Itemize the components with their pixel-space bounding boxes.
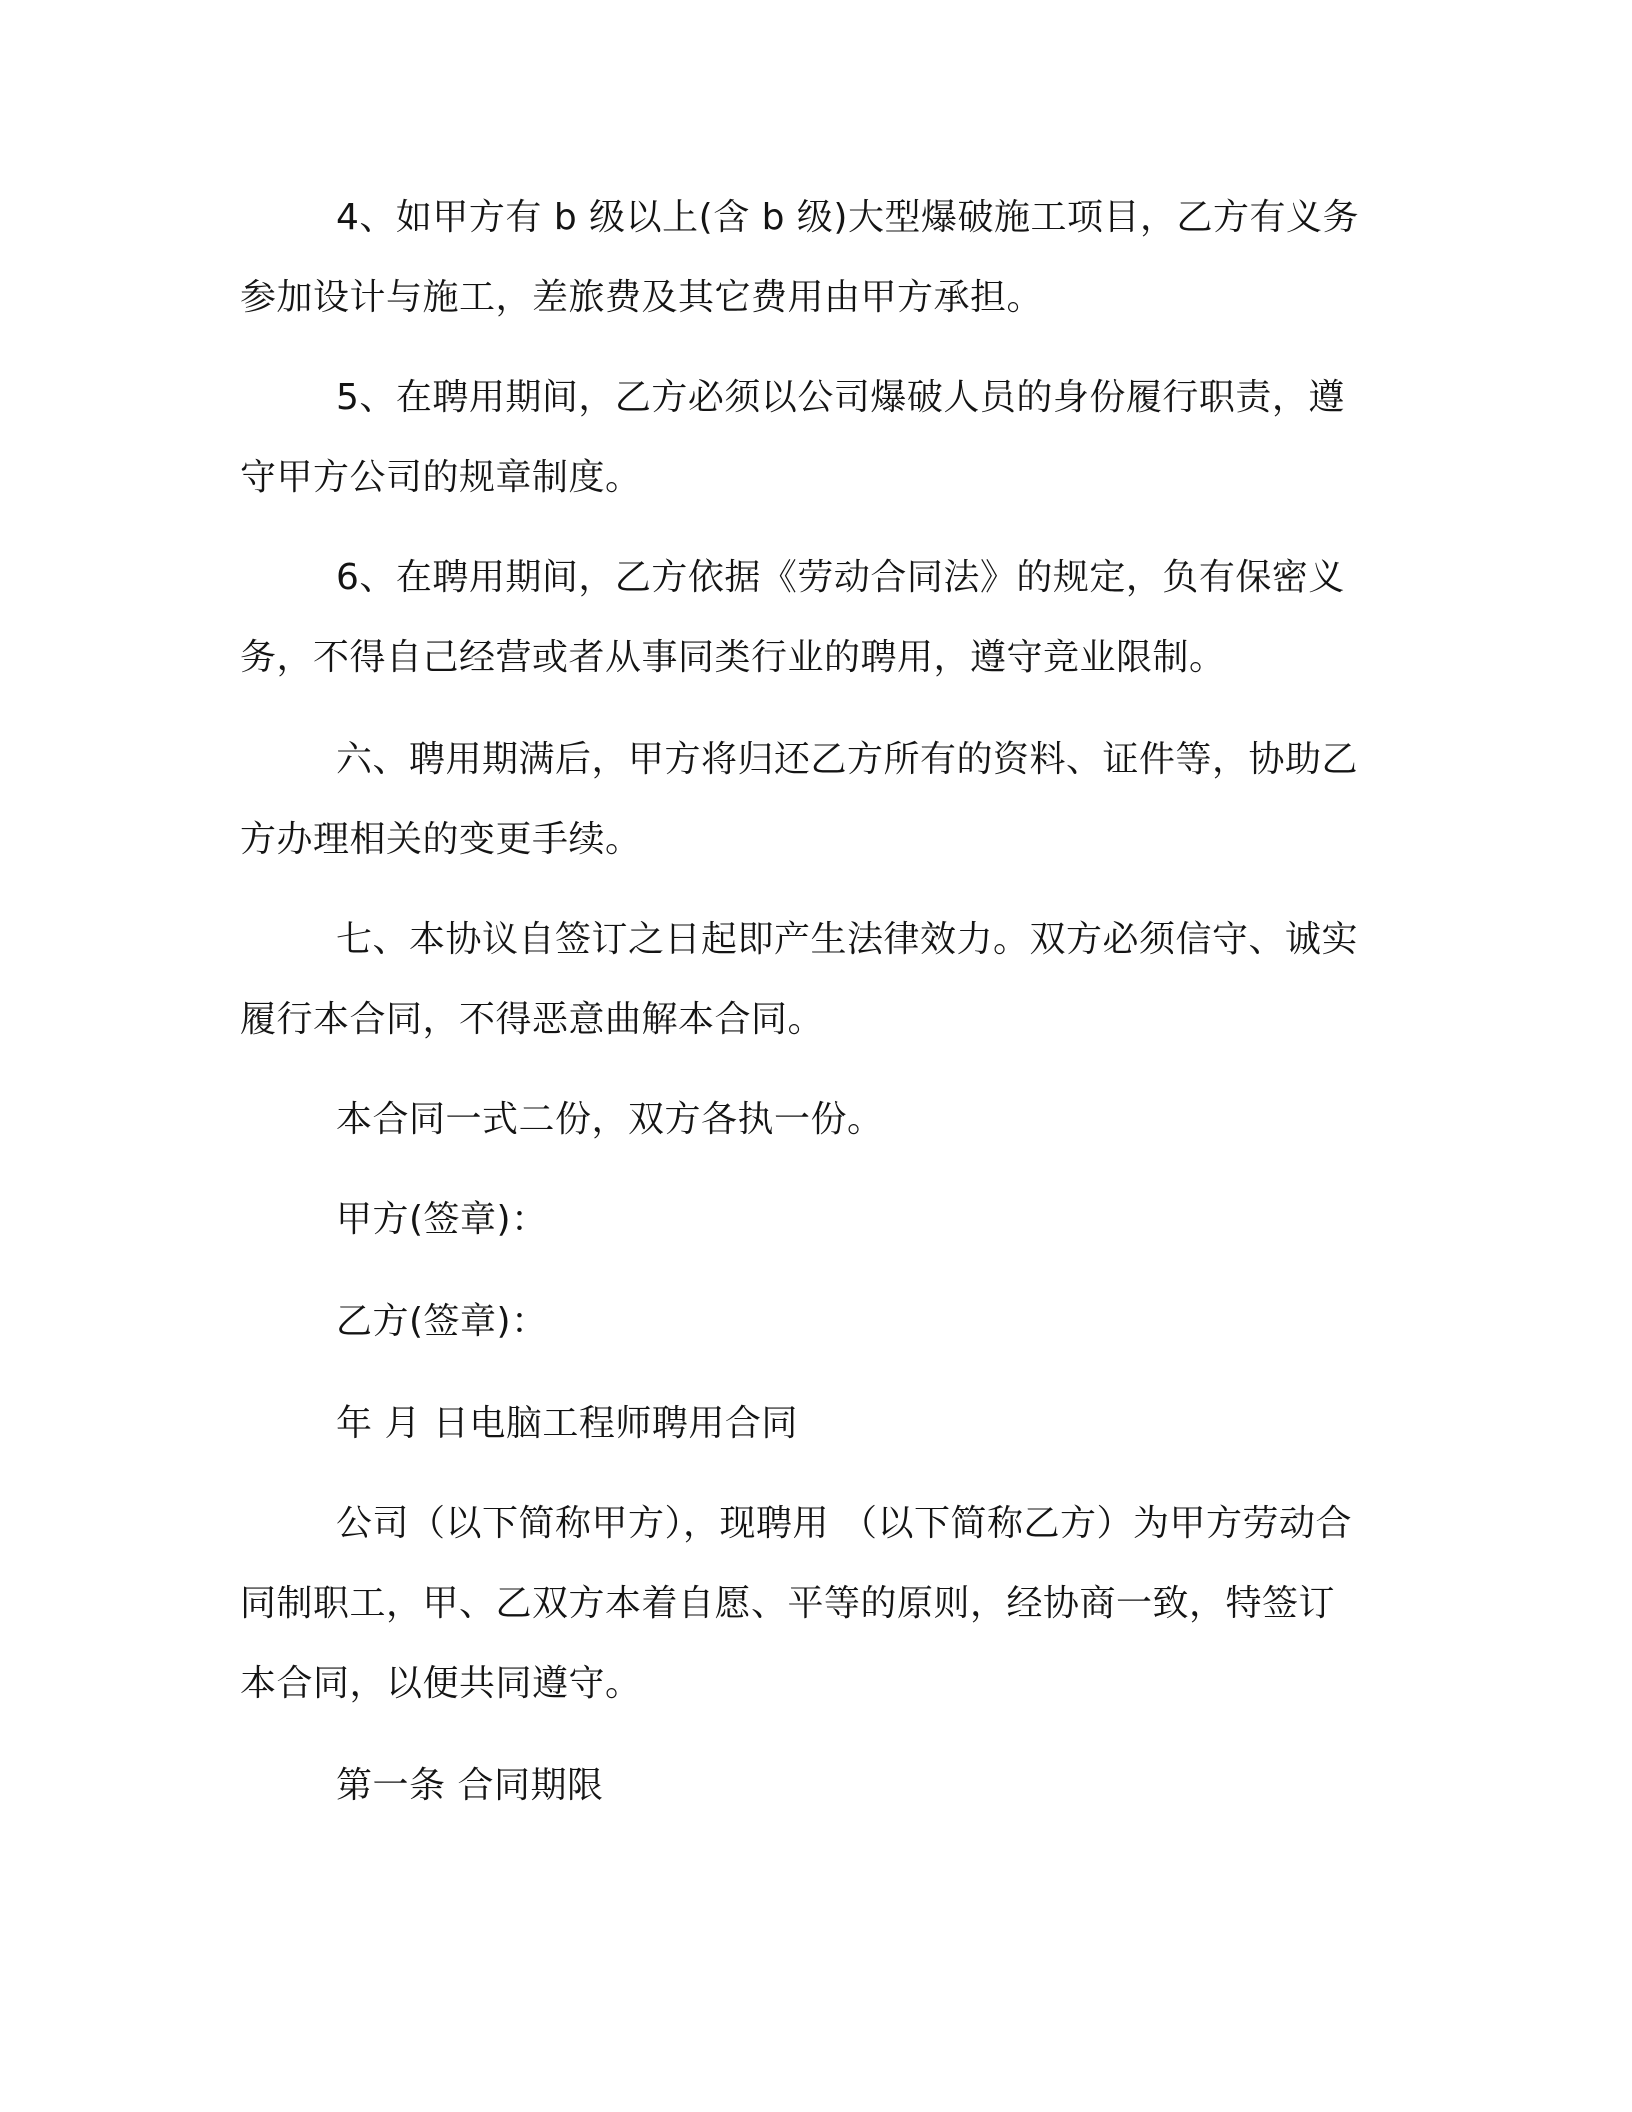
- contract-title: [240, 1384, 1400, 1464]
- paragraph-intro: [240, 1484, 1400, 1724]
- party-a-signature: [240, 1180, 1400, 1260]
- paragraph-line: 公司（以下简称甲方），现聘用 （以下简称乙方）为甲方劳动合: [336, 1503, 1352, 1544]
- paragraph-line: 六、聘用期满后，甲方将归还乙方所有的资料、证件等，协助乙: [336, 739, 1359, 780]
- paragraph-copies: [240, 1080, 1400, 1160]
- paragraph-line: 年 月 日电脑工程师聘用合同: [336, 1403, 798, 1444]
- paragraph-clause-4: [240, 178, 1400, 338]
- paragraph-line: 参加设计与施工，差旅费及其它费用由甲方承担。: [240, 277, 1044, 318]
- paragraph-line: 同制职工，甲、乙双方本着自愿、平等的原则，经协商一致，特签订: [240, 1583, 1336, 1624]
- paragraph-line: 乙方(签章)：: [336, 1301, 548, 1342]
- party-b-signature: [240, 1282, 1400, 1362]
- paragraph-line: 守甲方公司的规章制度。: [240, 457, 642, 498]
- paragraph-line: 6、在聘用期间，乙方依据《劳动合同法》的规定，负有保密义: [336, 557, 1345, 598]
- paragraph-clause-5: [240, 358, 1400, 518]
- paragraph-line: 务，不得自己经营或者从事同类行业的聘用，遵守竞业限制。: [240, 637, 1226, 678]
- paragraph-line: 第一条 合同期限: [336, 1765, 604, 1806]
- paragraph-line: 甲方(签章)：: [336, 1199, 548, 1240]
- paragraph-line: 5、在聘用期间，乙方必须以公司爆破人员的身份履行职责，遵: [336, 377, 1345, 418]
- article-1-heading: [240, 1746, 1400, 1826]
- paragraph-line: 本合同一式二份，双方各执一份。: [336, 1099, 884, 1140]
- paragraph-line: 本合同，以便共同遵守。: [240, 1663, 642, 1704]
- paragraph-line: 4、如甲方有 b 级以上(含 b 级)大型爆破施工项目，乙方有义务: [336, 197, 1359, 238]
- paragraph-line: 七、本协议自签订之日起即产生法律效力。双方必须信守、诚实: [336, 919, 1359, 960]
- paragraph-article-6: [240, 720, 1400, 880]
- paragraph-line: 履行本合同，不得恶意曲解本合同。: [240, 999, 825, 1040]
- paragraph-line: 方办理相关的变更手续。: [240, 819, 642, 860]
- paragraph-clause-6: [240, 538, 1400, 698]
- paragraph-article-7: [240, 900, 1400, 1060]
